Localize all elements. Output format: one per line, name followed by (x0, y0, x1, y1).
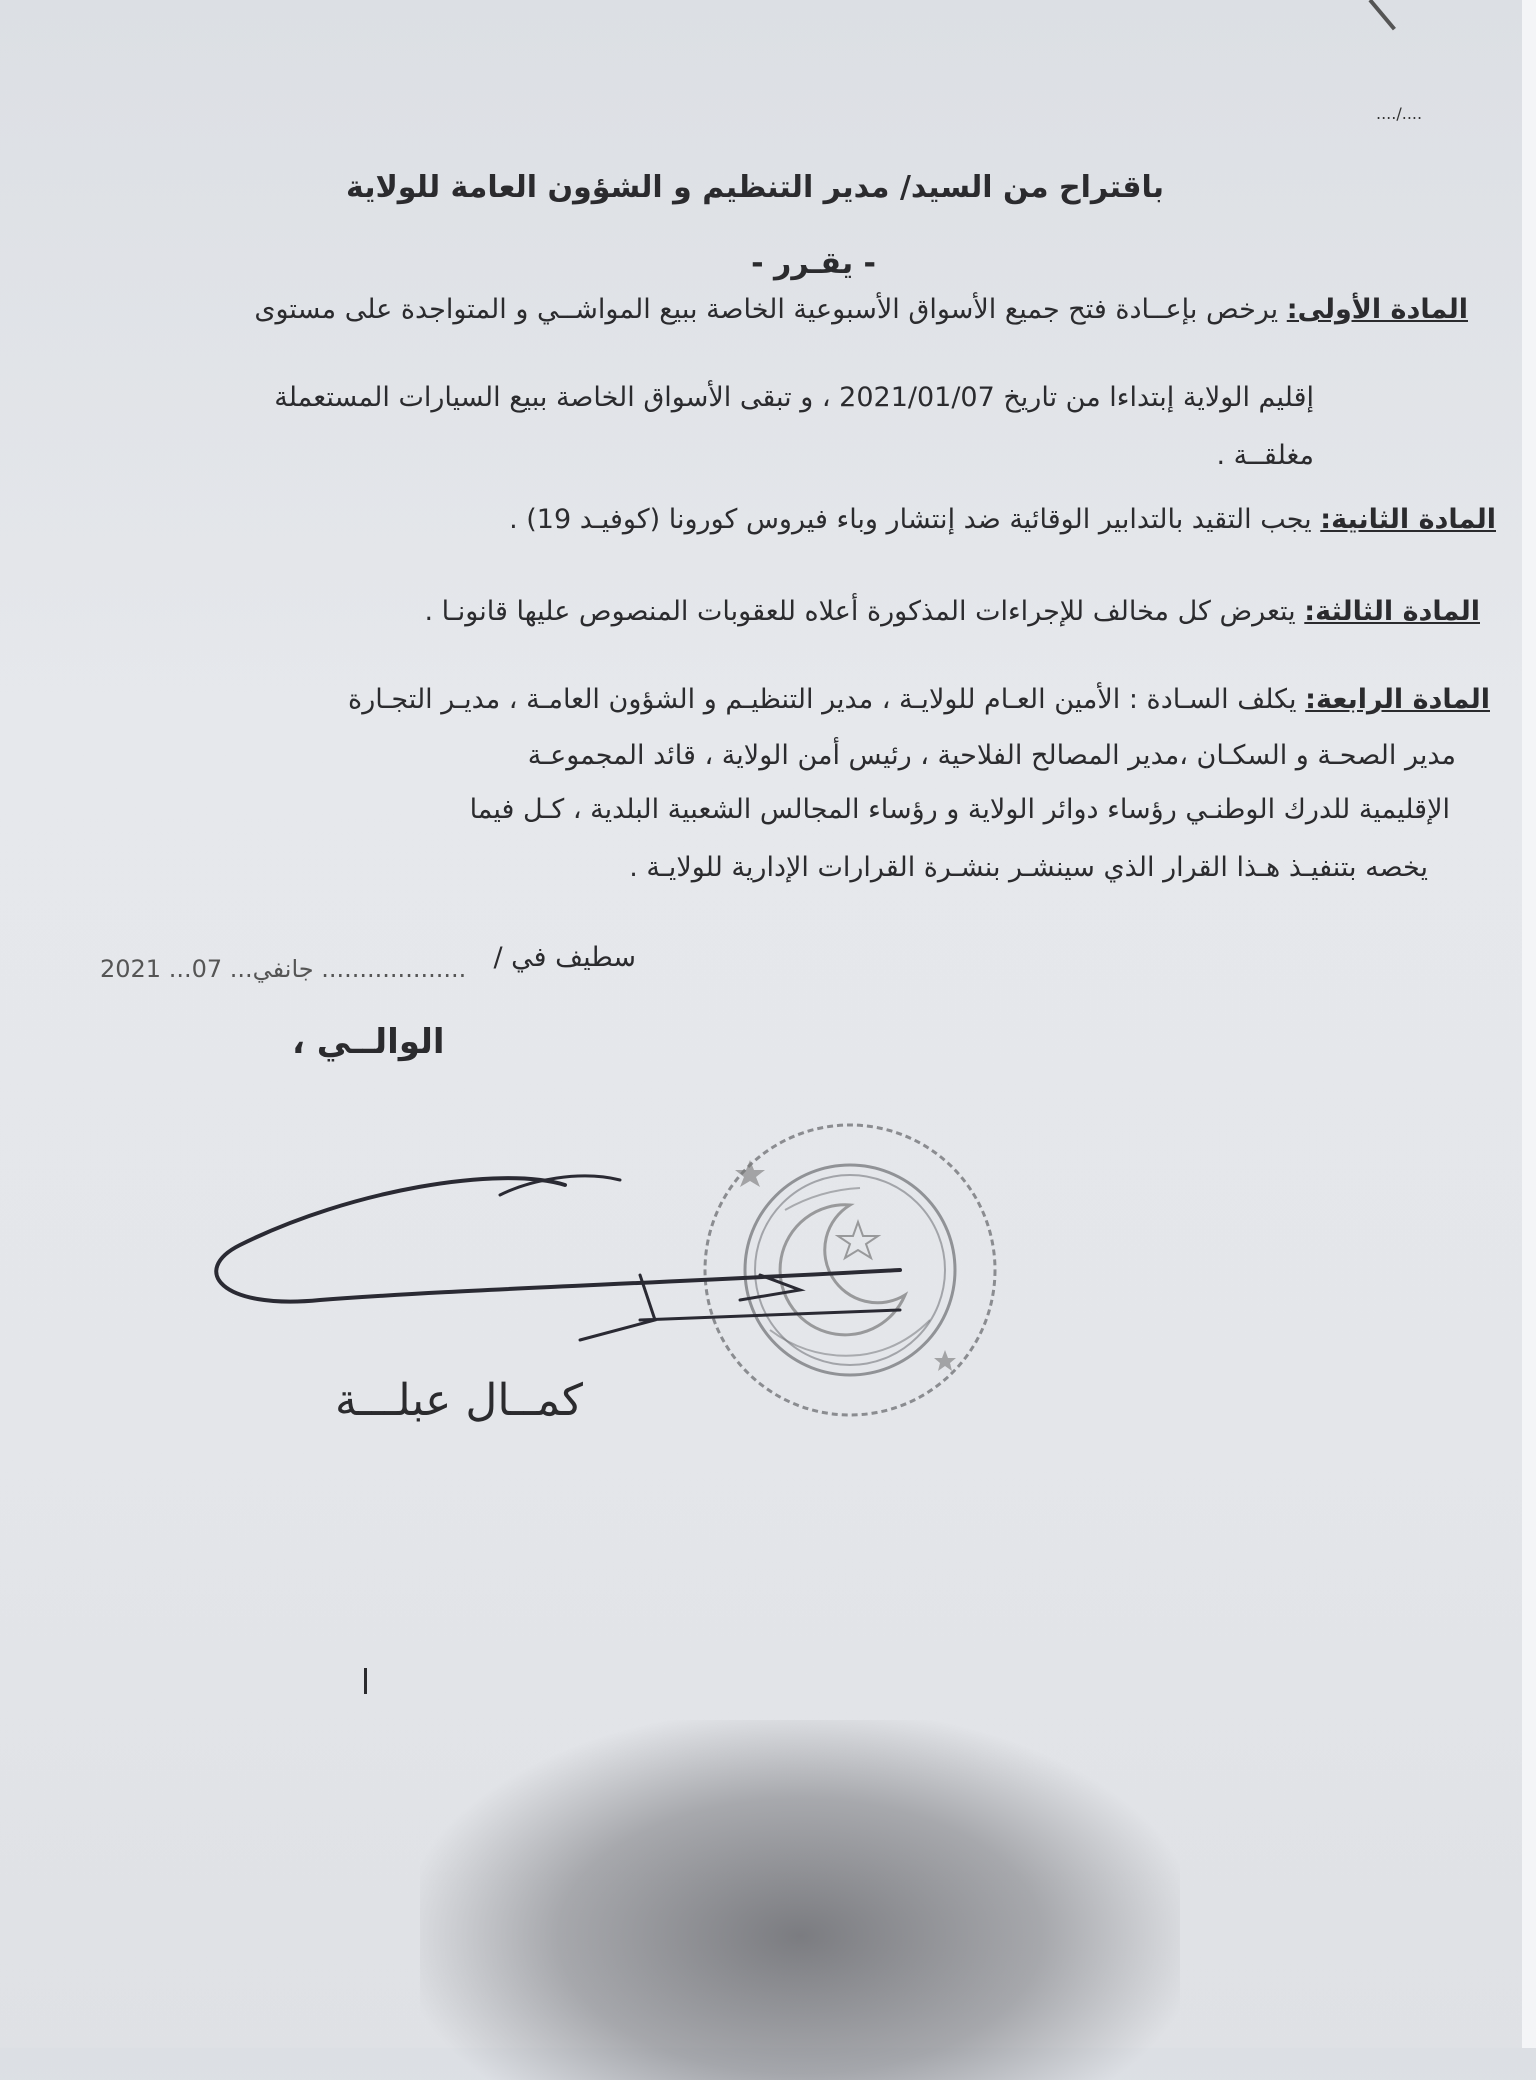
article-4-line-3: الإقليمية للدرك الوطنـي رؤساء دوائر الولاية و رؤساء المجالس الشعبية البلدية ، كـل فيما (469, 794, 1450, 825)
article-1-text-1: يرخص بإعــادة فتح جميع الأسواق الأسبوعية الخاصة ببيع المواشــي و المتواجدة على مستوى (254, 294, 1279, 325)
article-1-line-3: مغلقــة . (1216, 440, 1314, 471)
phone-shadow (420, 1720, 1180, 2080)
article-2 (509, 500, 1496, 540)
article-4-line-2: مدير الصحـة و السكـان ،مدير المصالح الفلاحية ، رئيس أمن الولاية ، قائد المجموعـة (527, 740, 1456, 771)
pen-mark (364, 1668, 367, 1694)
article-4-label: المادة الرابعة: (1305, 684, 1490, 715)
article-3-text: يتعرض كل مخالف للإجراءات المذكورة أعلاه للعقوبات المنصوص عليها قانونـا . (424, 596, 1296, 627)
article-4-line-4: يخصه بتنفيـذ هـذا القرار الذي سينشـر بنشـرة القرارات الإدارية للولايـة . (629, 852, 1428, 883)
article-2-label: المادة الثانية: (1320, 504, 1496, 535)
article-3-line-1 (424, 592, 1480, 632)
paper-edge (1522, 0, 1536, 2048)
decision-title: - يقـرر - (751, 246, 876, 281)
article-1-line-1 (254, 290, 1468, 330)
article-4-line-1 (348, 680, 1490, 720)
handwritten-date: 2021 ...جانفي... 07 ................... (100, 955, 467, 983)
signatory-title: الوالــي ، (292, 1022, 445, 1062)
heading: باقتراح من السيد/ مدير التنظيم و الشؤون العامة للولاية (346, 170, 1164, 205)
article-2-text: يجب التقيد بالتدابير الوقائية ضد إنتشار وباء فيروس كورونا (كوفيـد 19) . (509, 504, 1312, 535)
signature-icon (200, 1150, 1020, 1450)
article-1-line-2: إقليم الولاية إبتداءا من تاريخ 2021/01/07 ، و تبقى الأسواق الخاصة ببيع السيارات المستعملة (274, 382, 1314, 413)
place-label: سطيف في / (493, 942, 636, 973)
signatory-name: كمــال عبلـــة (335, 1375, 583, 1426)
article-4-text-1: يكلف السـادة : الأمين العـام للولايـة ، مدير التنظيـم و الشؤون العامـة ، مديـر التجـارة (348, 684, 1297, 715)
article-3-label: المادة الثالثة: (1304, 596, 1480, 627)
reference-number: ..../.... (1376, 104, 1423, 123)
pen-tip (1368, 0, 1395, 30)
article-1-label: المادة الأولى: (1286, 294, 1468, 325)
